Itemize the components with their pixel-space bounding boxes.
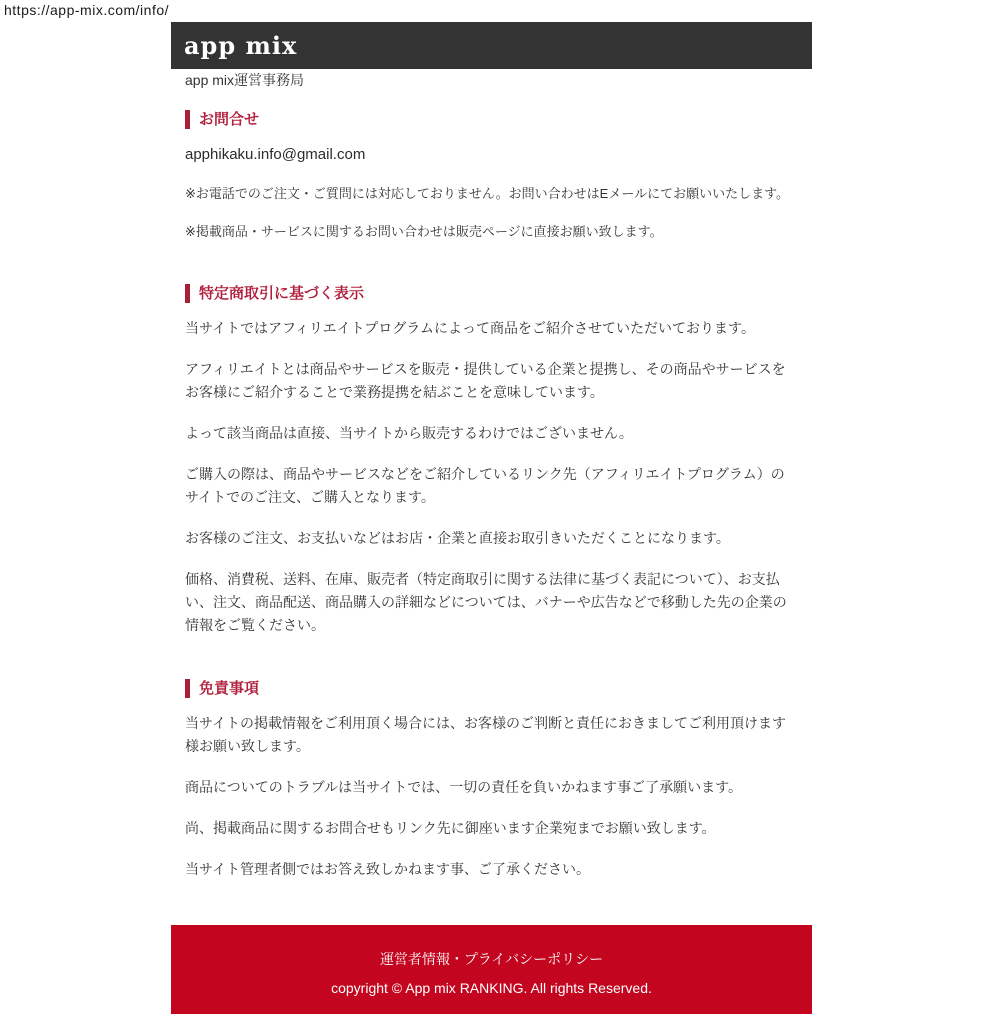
operator-name-text: app mix運営事務局 <box>185 72 305 88</box>
paragraph: 商品についてのトラブルは当サイトでは、一切の責任を負いかねます事ご了承願います。 <box>185 779 743 795</box>
site-footer <box>171 925 812 1014</box>
section-heading-contact: お問合せ <box>185 110 798 129</box>
section-commercial-law <box>185 284 798 637</box>
paragraph: 当サイト管理者側ではお答え致しかねます事、ご了承ください。 <box>185 861 591 877</box>
contact-email-text: apphikaku.info@gmail.com <box>185 146 366 163</box>
paragraph: アフィリエイトとは商品やサービスを販売・提供している企業と提携し、その商品やサービスをお客様にご紹介することで業務提携を結ぶことを意味しています。 <box>185 361 786 400</box>
section-contact <box>185 110 798 242</box>
main-content <box>171 69 812 881</box>
section-heading-commercial-law: 特定商取引に基づく表示 <box>185 284 798 303</box>
paragraph: ご購入の際は、商品やサービスなどをご紹介しているリンク先（アフィリエイトプログラム）のサイトでのご注文、ご購入となります。 <box>185 466 785 505</box>
paragraph: 当サイトの掲載情報をご利用頂く場合には、お客様のご判断と責任におきましてご利用頂けます様お願い致します。 <box>185 715 787 754</box>
contact-note: ※お電話でのご注文・ご質問には対応しておりません。お問い合わせはEメールにてお願いいたします。 <box>185 186 790 201</box>
paragraph: 価格、消費税、送料、在庫、販売者（特定商取引に関する法律に基づく表記について）、お支払い、注文、商品配送、商品購入の詳細などについては、バナーや広告などで移動した先の企業の情報をご覧ください。 <box>185 571 787 633</box>
section-heading-disclaimer: 免責事項 <box>185 679 798 698</box>
site-title-logo[interactable]: app mix <box>184 31 298 60</box>
paragraph: 当サイトではアフィリエイトプログラムによって商品をご紹介させていただいております。 <box>185 320 755 336</box>
site-header <box>171 22 812 69</box>
page-url-text: https://app-mix.com/info/ <box>4 2 170 18</box>
paragraph: よって該当商品は直接、当サイトから販売するわけではございません。 <box>185 425 633 441</box>
section-disclaimer <box>185 679 798 881</box>
paragraph: 尚、掲載商品に関するお問合せもリンク先に御座います企業宛までお願い致します。 <box>185 820 716 836</box>
paragraph: お客様のご注文、お支払いなどはお店・企業と直接お取引きいただくことになります。 <box>185 530 730 546</box>
page-container <box>171 0 812 1014</box>
footer-privacy-policy-link[interactable]: 運営者情報・プライバシーポリシー <box>379 951 604 967</box>
footer-copyright-text: copyright © App mix RANKING. All rights Reserved. <box>331 980 652 996</box>
contact-note: ※掲載商品・サービスに関するお問い合わせは販売ページに直接お願い致します。 <box>185 224 663 239</box>
